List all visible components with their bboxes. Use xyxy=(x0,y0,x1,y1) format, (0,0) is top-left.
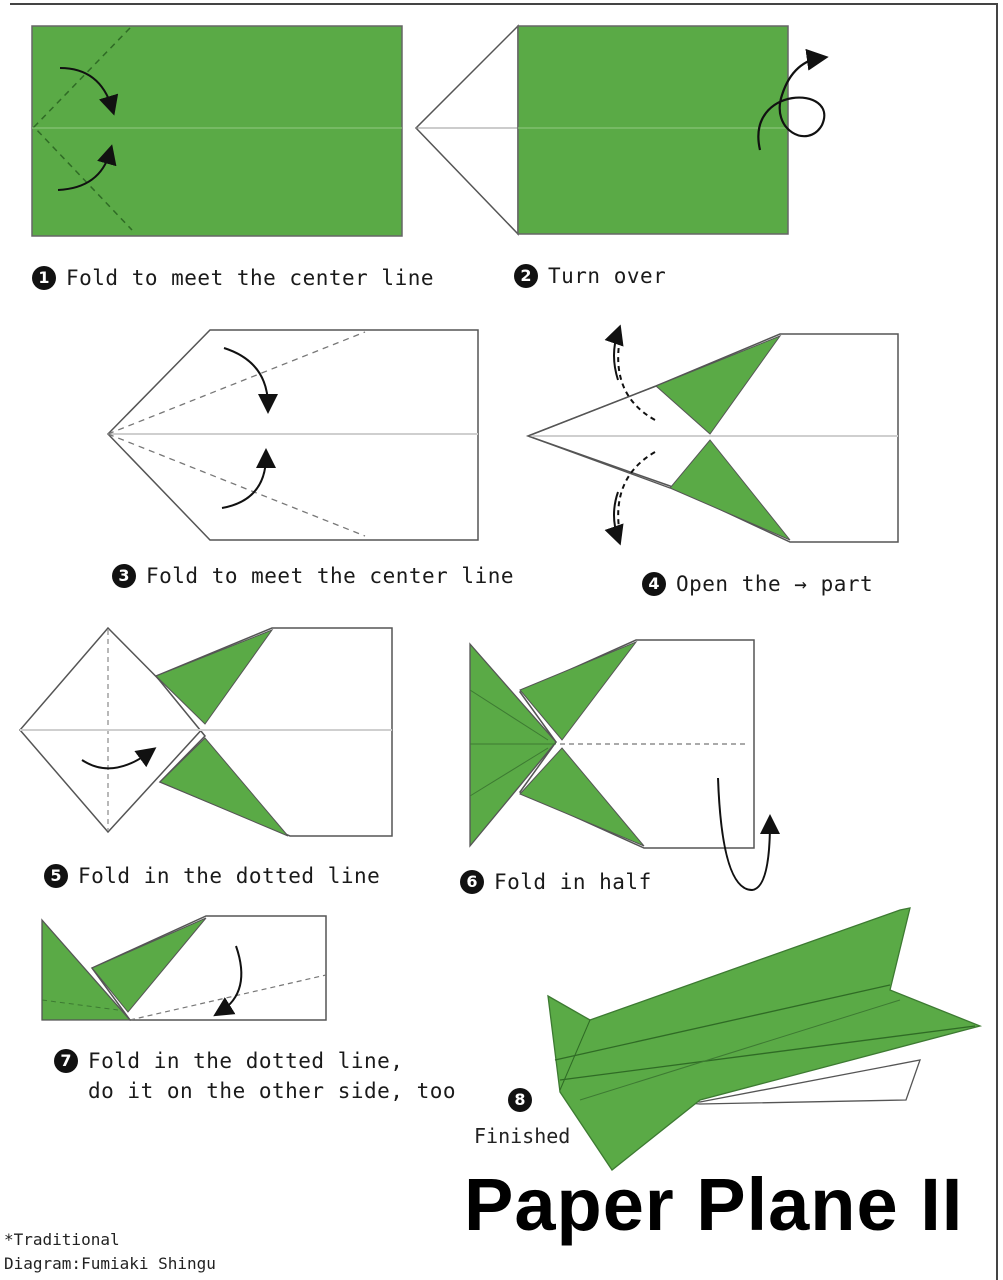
step-5-figure xyxy=(20,628,392,836)
step-7-figure xyxy=(42,916,326,1020)
credits-author: Diagram:Fumiaki Shingu xyxy=(4,1254,216,1273)
step-8-text: Finished xyxy=(474,1124,571,1148)
credits-origin: *Traditional xyxy=(4,1230,120,1249)
step-3-caption xyxy=(112,564,514,588)
diagram-title: Paper Plane II xyxy=(464,1163,964,1246)
step-5-number-badge: 5 xyxy=(44,864,68,888)
step-2-text: Turn over xyxy=(548,264,667,288)
step-2-number-badge: 2 xyxy=(514,264,538,288)
credits xyxy=(4,1228,216,1276)
step-5-caption xyxy=(44,864,380,888)
step-1-text: Fold to meet the center line xyxy=(66,266,435,290)
step-6-caption xyxy=(460,870,652,894)
step-4-caption xyxy=(642,572,873,596)
step-5-text: Fold in the dotted line xyxy=(78,864,381,888)
step-4-text: Open the → part xyxy=(676,572,874,596)
step-7-caption xyxy=(54,1046,456,1106)
step-7-text-line1: Fold in the dotted line, xyxy=(88,1049,404,1073)
step-7-text-line2: do it on the other side, too xyxy=(88,1079,457,1103)
step-1-figure xyxy=(32,26,402,236)
step-4-number-badge: 4 xyxy=(642,572,666,596)
finished-plane-figure xyxy=(548,908,980,1170)
step-2-caption xyxy=(514,264,666,288)
step-7-number-badge: 7 xyxy=(54,1049,78,1073)
step-2-figure xyxy=(416,26,824,234)
step-1-number-badge: 1 xyxy=(32,266,56,290)
step-6-number-badge: 6 xyxy=(460,870,484,894)
step-6-text: Fold in half xyxy=(494,870,652,894)
step-8-number-badge: 8 xyxy=(508,1088,532,1112)
step-4-figure xyxy=(528,332,898,542)
step-3-text: Fold to meet the center line xyxy=(146,564,515,588)
step-6-figure xyxy=(470,640,770,890)
step-3-number-badge: 3 xyxy=(112,564,136,588)
step-1-caption xyxy=(32,266,434,290)
step-3-figure xyxy=(108,330,478,540)
